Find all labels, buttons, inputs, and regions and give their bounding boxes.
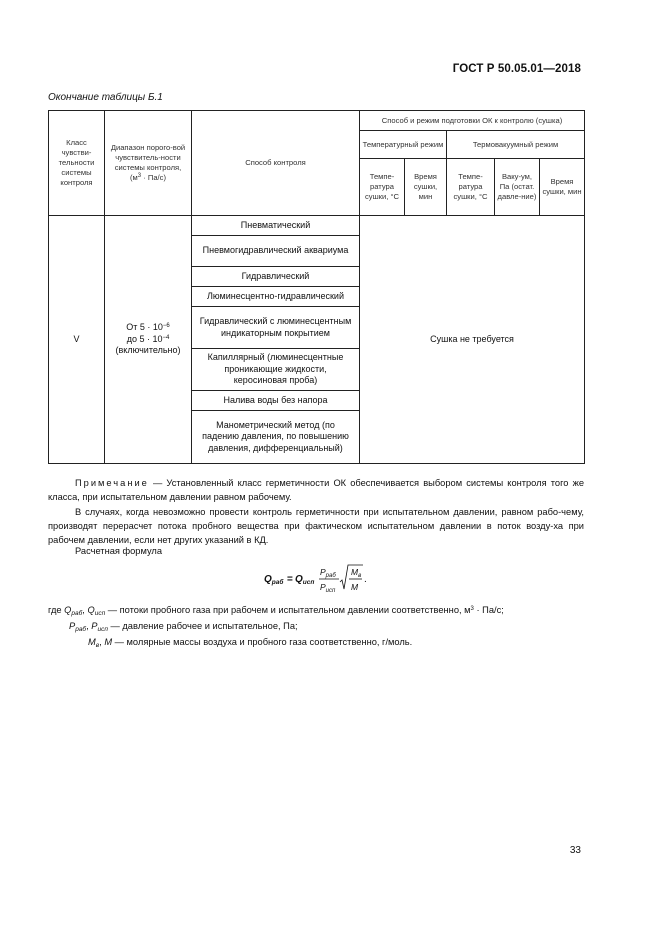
formula-p-isp: $P_{исп}$ [320,582,336,594]
formula-m-v: $M_в$ [351,567,362,579]
legend-pressures-text: — давление рабочее и испытательное, Па; [107,621,298,631]
method-item: Гидравлический с люминесцентным индикаторным покрытием [192,307,359,349]
formula-intro: Расчетная формула [75,546,163,556]
sensitivity-table [48,110,585,464]
formula-equals: = [287,574,293,585]
formula-period: . [364,574,367,585]
formula-m: M [351,582,359,592]
formula-q-isp: $Q_{исп}$ [295,574,315,586]
legend-m-v: $M_в$ [88,637,100,649]
table-caption: Окончание таблицы Б.1 [48,92,163,103]
drying-value: Сушка не требуется [360,216,585,464]
header-method: Способ контроля [192,111,360,216]
formula-p-rab: $P_{раб}$ [320,567,336,579]
header-thermovacuum-mode: Термовакуумный режим [447,131,585,159]
method-item: Гидравлический [192,267,359,287]
legend-q-isp: $Q_{исп}$ [87,605,106,617]
class-value: V [49,216,105,464]
legend-flows-exp: 3 [470,606,474,612]
note-label: Примечание [75,478,149,488]
range-to: до 5 · 10 [126,333,163,344]
range-from: От 5 · 10 [126,321,163,332]
legend-line-flows: где $Q_{раб}$, $Q_{исп}$ — потоки пробного газа при рабочем и испытательном давлении соответственно, $м^3 \cdot Па/с$; [48,605,504,617]
legend-flows-text: — потоки пробного газа при рабочем и испытательном давлении соответственно, м [105,605,471,615]
table-note [48,476,584,504]
legend-line-masses: $M_в$, M — молярные массы воздуха и пробного газа соответственно, г/моль. [88,637,413,649]
page-number: 33 [569,845,581,856]
methods-cell [192,216,360,464]
legend-p-isp: $P_{исп}$ [91,621,108,633]
header-range-unit-rest: · Па/с) [141,172,166,182]
legend-where: где [48,605,62,615]
header-vac-time: Время сушки, мин [540,159,585,216]
method-item: Налива воды без напора [192,391,359,411]
range-from-exp: −6 [162,322,170,329]
header-temp-temperature: Темпе-ратура сушки, °С [360,159,405,216]
header-vac-temperature: Темпе-ратура сушки, °С [447,159,495,216]
header-temperature-mode: Температурный режим [360,131,447,159]
method-item: Манометрический метод (по падению давления, по повышению давления, дифференциальный) [202,419,349,453]
method-item: Пневмогидравлический аквариума [192,236,359,267]
legend-line-pressures: $P_{раб}$, $P_{исп}$ — давление рабочее и испытательное, Па; [69,621,298,633]
header-range-unit-exp: 3 [137,172,142,179]
formula-q-rab: $Q_{раб}$ [264,574,284,586]
method-item: Пневматический [192,216,359,236]
legend-q-rab: $Q_{раб}$ [64,605,83,617]
header-range-unit-base: (м [130,172,138,182]
header-temp-time: Время сушки, мин [405,159,447,216]
calculation-formula [262,562,382,596]
range-to-exp: −4 [162,334,170,341]
header-preparation: Способ и режим подготовки ОК к контролю (сушка) [360,111,585,131]
paragraph: В случаях, когда невозможно провести контроль герметичности при испытательном давлении, равном рабо-чему, производят перерасчет потока пробного вещества при фактическом испытательном давлении в поток возду-ха при рабочем давлении, если нет других указаний в КД. [48,507,584,545]
range-inclusive: (включительно) [115,345,181,356]
header-vac-pressure: Ваку-ум, Па (остат. давле-ние) [495,159,540,216]
method-item: Капиллярный (люминесцентные проникающие жидкости, керосиновая проба) [192,349,359,391]
method-item: Люминесцентно-гидравлический [192,287,359,307]
legend-m: M [104,637,113,647]
header-class: Класс чувстви-тельности системы контроля [49,111,105,216]
header-range [105,111,192,216]
note-text: — Установленный класс герметичности ОК обеспечивается выбором системы контроля того же класса, при испытательном давлении равном рабочему. [48,478,584,502]
legend-flows-tail: · Па/с; [473,605,504,615]
document-number: ГОСТ Р 50.05.01—2018 [452,63,581,75]
legend-p-rab: $P_{раб}$ [69,621,87,633]
header-range-text: Диапазон порого-вой чувствитель-ности системы контроля, [110,143,186,172]
range-value [105,216,192,464]
legend-masses-text: — молярные массы воздуха и пробного газа соответственно, г/моль. [112,637,413,647]
